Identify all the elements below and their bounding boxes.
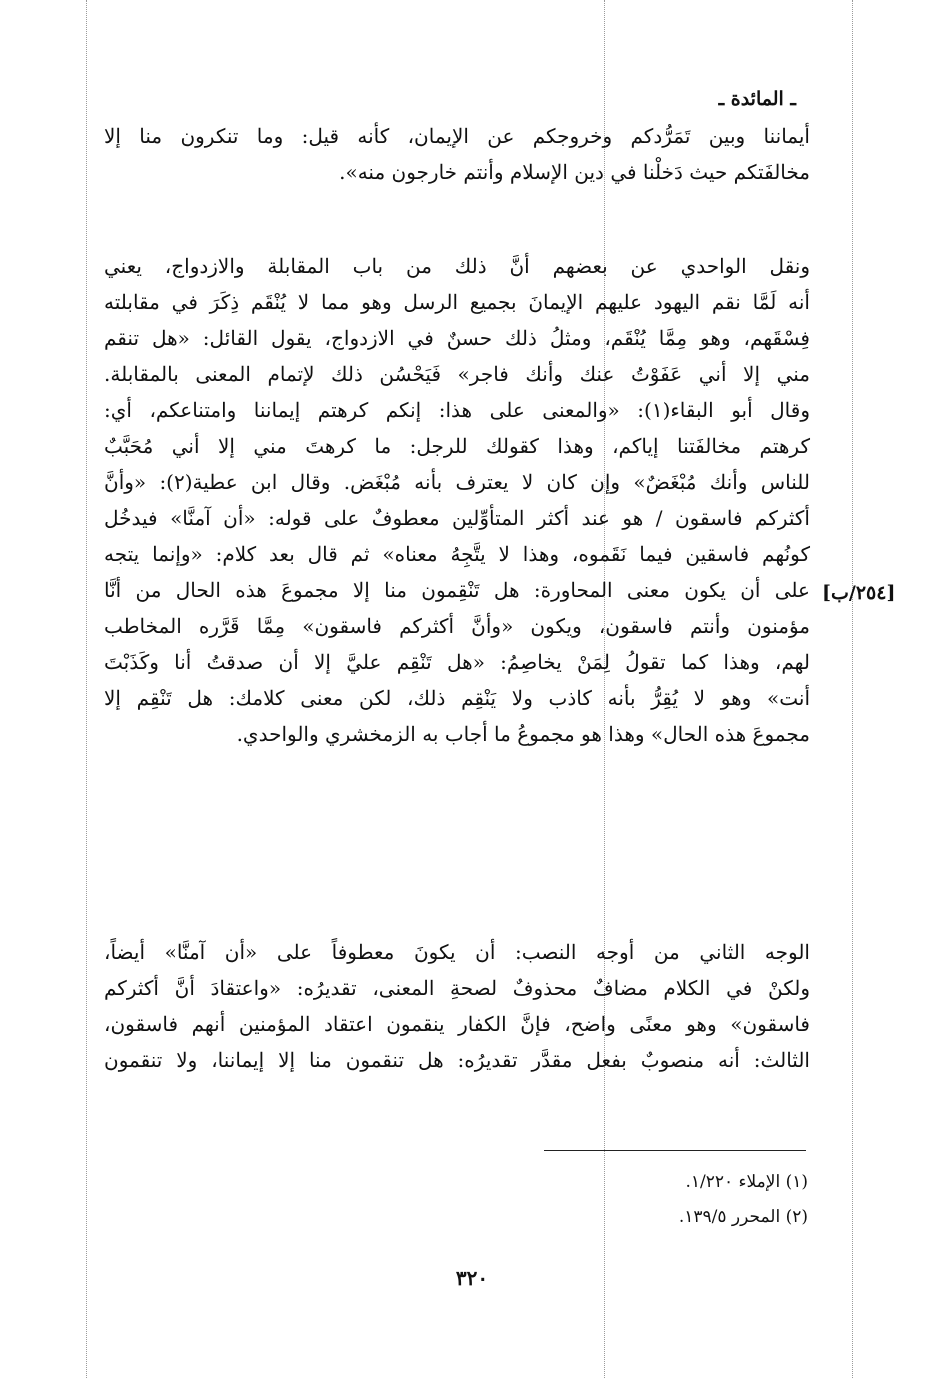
text-line: على أن يكون معنى المحاورة: هل تَنْقِمون منا إلا مجموعَ هذه الحال من أنَّا (104, 578, 810, 602)
paragraph-wahidi (104, 248, 810, 752)
text-line: فاسقون» وهو معنًى واضح، فإنَّ الكفار ينقمون اعتقاد المؤمنين أنهم فاسقون، (104, 1012, 810, 1036)
text-line: الوجه الثاني من أوجه النصب: أن يكونَ معطوفاً على «أن آمنَّا» أيضاً، (104, 940, 810, 964)
footnote-2: (٢) المحرر ١٣٩/٥. (678, 1207, 808, 1227)
text-line: أيماننا وبين تَمَرُّدكم وخروجكم عن الإيمان، كأنه قيل: وما تنكرون منا إلا (104, 124, 810, 148)
paragraph-continuation (104, 118, 810, 190)
text-line: مخالفَتكم حيث دَخلْنا في دين الإسلام وأنتم خارجون منه». (339, 160, 810, 184)
text-line: فِسْقَهم، وهو مِمَّا يُنْقَم، ومثلُ ذلك حسنٌ في الازدواج، يقول القائل: «هل تنقم (104, 326, 810, 350)
running-header: ـ المائدة ـ (718, 88, 796, 110)
paragraph-second-view (104, 934, 810, 1078)
text-line: مني إلا أني عَفَوْتُ عنك وأنك فاجر» فَيَحْسُن ذلك لإتمام المعنى بالمقابلة. (104, 362, 810, 386)
footnote-1: (١) الإملاء ١/٢٢٠. (685, 1172, 808, 1192)
text-line: للناس وأنك مُبْغَضٌ» وإن كان لا يعترف بأنه مُبْغَض. وقال ابن عطية(٢): «وأنَّ (104, 470, 810, 494)
text-line: ونقل الواحدي عن بعضهم أنَّ ذلك من باب المقابلة والازدواج، يعني (104, 254, 810, 278)
text-line: مؤمنون وأنتم فاسقون، ويكون «وأنَّ أكثركم فاسقون» مِمَّا قَرَّره المخاطب (104, 614, 810, 638)
text-line: أكثركم فاسقون / هو عند أكثر المتأوِّلين معطوفٌ على قوله: «أن آمنَّا» فيدخُل (104, 506, 810, 530)
text-line: أنت» وهو لا يُقِرُّ بأنه كاذب ولا يَنْقِم ذلك، لكن معنى كلامك: هل تَنْقِم إلا (104, 686, 810, 710)
text-line: كرهتم مخالفَتنا إياكم، وهذا كقولك للرجل: ما كرهتَ مني إلا أني مُحَبَّبٌ (104, 434, 810, 458)
page-number: ٣٢٠ (455, 1266, 489, 1290)
footnote-separator (544, 1150, 806, 1151)
footnotes (679, 1165, 808, 1235)
text-line: الثالث: أنه منصوبٌ بفعل مقدَّر تقديرُه: هل تنقمون منا إلا إيماننا، ولا تنقمون (104, 1048, 810, 1072)
manuscript-folio-marker: [٢٥٤/ب] (822, 582, 896, 604)
text-line: ولكنْ في الكلام مضافٌ محذوفٌ لصحةِ المعنى، تقديرُه: «واعتقادَ أنَّ أكثركم (104, 976, 810, 1000)
text-line: كونُهم فاسقين فيما نَقَموه، وهذا لا يتَّجِهُ معناه» ثم قال بعد كلام: «وإنما يتجه (104, 542, 810, 566)
text-line: وقال أبو البقاء(١): «والمعنى على هذا: إنكم كرهتم إيماننا وامتناعكم، أي: (104, 398, 810, 422)
scan-fold-line-right (852, 0, 853, 1378)
text-line: لهم، وهذا كما تقولُ لِمَنْ يخاصِمُ: «هل تَنْقِم عليَّ إلا أن صدقتُ أنا وكَذَبْتَ (104, 650, 810, 674)
scan-fold-line-left (86, 0, 87, 1378)
text-line: أنه لَمَّا نقم اليهود عليهم الإيمانَ بجميع الرسل وهو مما لا يُنْقَم ذِكَرَ في مقابلته (104, 290, 810, 314)
text-line: مجموعَ هذه الحال» وهذا هو مجموعُ ما أجاب به الزمخشري والواحدي. (236, 722, 810, 746)
